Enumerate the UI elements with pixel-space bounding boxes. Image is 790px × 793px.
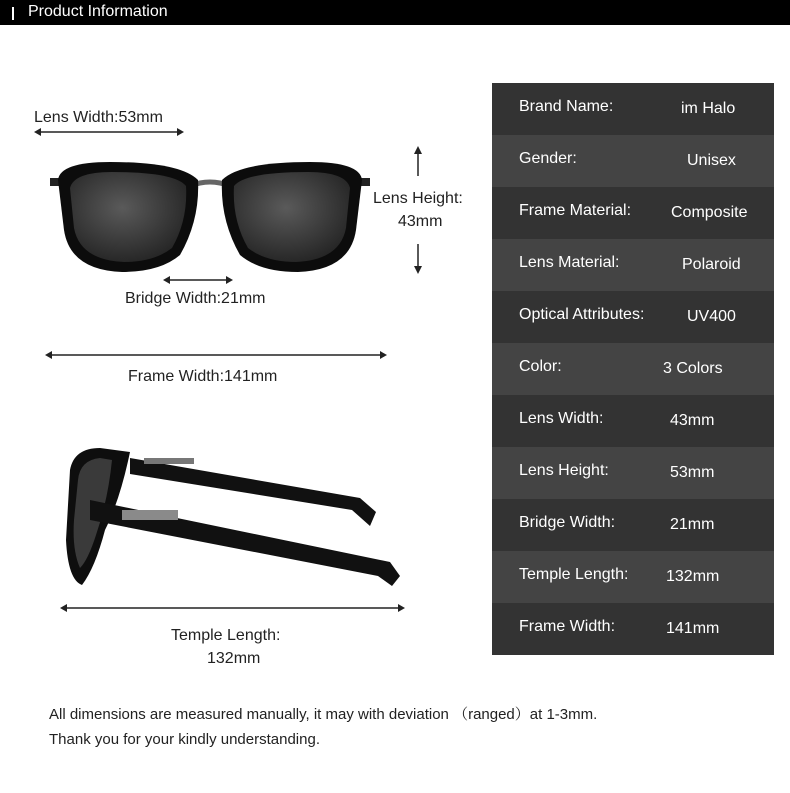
spec-row-frame-material xyxy=(492,187,774,239)
temple-length-label-line2: 132mm xyxy=(207,650,261,667)
spec-value: Polaroid xyxy=(682,256,741,273)
spec-key: Temple Length: xyxy=(519,566,629,583)
spec-row-color xyxy=(492,343,774,395)
product-info-header xyxy=(0,0,790,25)
temple-length-label-line1: Temple Length: xyxy=(171,627,281,644)
temple-length-arrow xyxy=(60,602,405,614)
specs-table xyxy=(492,83,774,655)
spec-key: Gender: xyxy=(519,150,577,167)
spec-value: Unisex xyxy=(687,152,736,169)
spec-key: Brand Name: xyxy=(519,98,614,115)
frame-width-arrow xyxy=(45,349,387,361)
spec-value: 53mm xyxy=(670,464,715,481)
spec-key: Optical Attributes: xyxy=(519,306,645,323)
spec-row-lens-height xyxy=(492,447,774,499)
bridge-width-arrow xyxy=(163,274,233,286)
spec-value: im Halo xyxy=(681,100,736,117)
spec-value: 132mm xyxy=(666,568,720,585)
spec-key: Lens Material: xyxy=(519,254,620,271)
header-title: Product Information xyxy=(28,3,168,20)
frame-width-label: Frame Width:141mm xyxy=(128,368,278,385)
spec-value: 3 Colors xyxy=(663,360,723,377)
spec-key: Color: xyxy=(519,358,562,375)
spec-row-brand-name xyxy=(492,83,774,135)
spec-row-temple-length xyxy=(492,551,774,603)
spec-row-frame-width xyxy=(492,603,774,655)
lens-height-label-line2: 43mm xyxy=(398,213,443,230)
spec-key: Bridge Width: xyxy=(519,514,616,531)
measurement-note: All dimensions are measured manually, it may with deviation （ranged）at 1-3mm. xyxy=(49,706,598,723)
spec-value: Composite xyxy=(671,204,748,221)
spec-value: UV400 xyxy=(687,308,736,325)
header-accent-bar xyxy=(12,7,14,20)
spec-key: Lens Height: xyxy=(519,462,609,479)
thank-you-note: Thank you for your kindly understanding. xyxy=(49,731,320,748)
lens-width-label: Lens Width:53mm xyxy=(34,109,163,126)
lens-width-arrow xyxy=(34,126,184,138)
spec-key: Lens Width: xyxy=(519,410,604,427)
lens-height-label-line1: Lens Height: xyxy=(373,190,463,207)
bridge-width-label: Bridge Width:21mm xyxy=(125,290,266,307)
spec-key: Frame Width: xyxy=(519,618,616,635)
spec-key: Frame Material: xyxy=(519,202,632,219)
spec-row-lens-width xyxy=(492,395,774,447)
lens-height-arrow xyxy=(412,146,424,274)
spec-row-bridge-width xyxy=(492,499,774,551)
front-view-glasses-image xyxy=(50,150,370,280)
spec-row-optical-attributes xyxy=(492,291,774,343)
spec-value: 141mm xyxy=(666,620,720,637)
spec-value: 43mm xyxy=(670,412,715,429)
spec-row-lens-material xyxy=(492,239,774,291)
spec-value: 21mm xyxy=(670,516,715,533)
side-view-glasses-image xyxy=(60,440,405,590)
spec-row-gender xyxy=(492,135,774,187)
